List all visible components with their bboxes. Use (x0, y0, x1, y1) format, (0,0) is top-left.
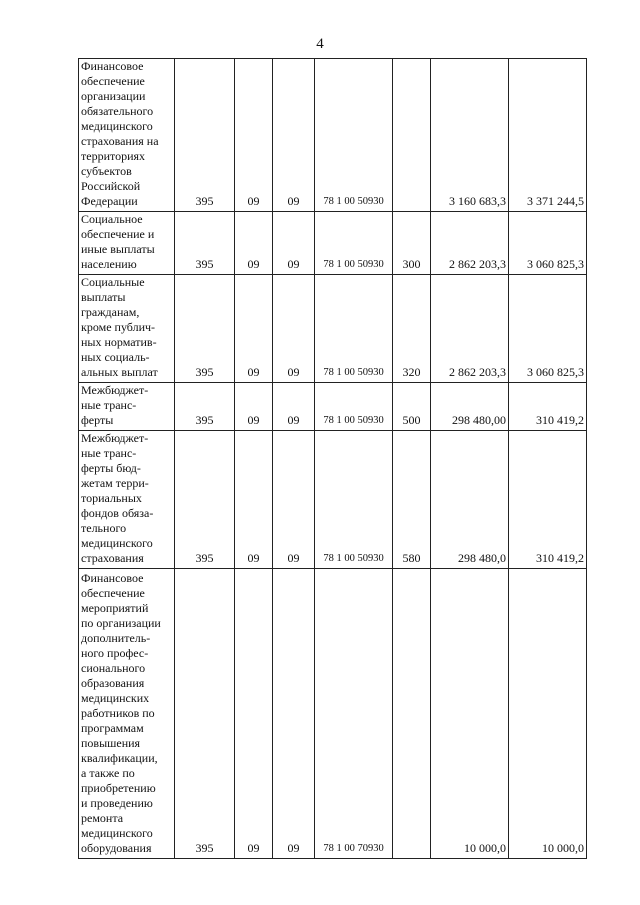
row-expense-type: 300 (393, 212, 431, 275)
row-grbs: 395 (175, 569, 235, 859)
row-sum-year1: 298 480,0 (431, 431, 509, 569)
row-subsection: 09 (273, 275, 315, 383)
row-subsection: 09 (273, 569, 315, 859)
row-expense-type (393, 569, 431, 859)
row-grbs: 395 (175, 212, 235, 275)
row-expense-type: 580 (393, 431, 431, 569)
table-row (79, 569, 587, 859)
row-sum-year1: 3 160 683,3 (431, 59, 509, 212)
row-expense-type: 320 (393, 275, 431, 383)
page-number: 4 (316, 36, 324, 52)
row-sum-year2: 10 000,0 (509, 569, 587, 859)
row-grbs: 395 (175, 431, 235, 569)
row-sum-year2: 310 419,2 (509, 431, 587, 569)
row-target-article: 78 1 00 70930 (315, 569, 393, 859)
row-name: Социальные выплаты гражданам, кроме публич- ных норматив- ных социаль- альных выплат (79, 275, 175, 383)
row-sum-year2: 3 371 244,5 (509, 59, 587, 212)
row-section: 09 (235, 59, 273, 212)
row-name: Социальное обеспечение и иные выплаты населению (79, 212, 175, 275)
table-row (79, 431, 587, 569)
row-section: 09 (235, 569, 273, 859)
row-sum-year2: 310 419,2 (509, 383, 587, 431)
row-sum-year1: 2 862 203,3 (431, 212, 509, 275)
row-grbs: 395 (175, 59, 235, 212)
row-subsection: 09 (273, 212, 315, 275)
table-row (79, 383, 587, 431)
row-subsection: 09 (273, 59, 315, 212)
table-row (79, 275, 587, 383)
row-sum-year2: 3 060 825,3 (509, 212, 587, 275)
row-target-article: 78 1 00 50930 (315, 431, 393, 569)
row-name: Финансовое обеспечение организации обязательного медицинского страхования на территориях субъектов Российской Федерации (79, 59, 175, 212)
row-section: 09 (235, 212, 273, 275)
row-subsection: 09 (273, 383, 315, 431)
row-expense-type: 500 (393, 383, 431, 431)
table-row (79, 59, 587, 212)
row-sum-year1: 10 000,0 (431, 569, 509, 859)
row-name: Финансовое обеспечение мероприятий по организации дополнитель- ного профес- сионального образования медицинских работников по программам повышения квалификации, а также по приобретению и проведению ремонта медицинского оборудования (79, 569, 175, 859)
row-grbs: 395 (175, 275, 235, 383)
row-target-article: 78 1 00 50930 (315, 275, 393, 383)
row-name: Межбюджет- ные транс- ферты бюд- жетам терри- ториальных фондов обяза- тельного медицинского страхования (79, 431, 175, 569)
row-section: 09 (235, 275, 273, 383)
row-grbs: 395 (175, 383, 235, 431)
row-sum-year2: 3 060 825,3 (509, 275, 587, 383)
table-row (79, 212, 587, 275)
row-target-article: 78 1 00 50930 (315, 383, 393, 431)
budget-table (78, 58, 587, 859)
row-section: 09 (235, 431, 273, 569)
row-target-article: 78 1 00 50930 (315, 212, 393, 275)
row-section: 09 (235, 383, 273, 431)
row-sum-year1: 2 862 203,3 (431, 275, 509, 383)
row-sum-year1: 298 480,00 (431, 383, 509, 431)
row-target-article: 78 1 00 50930 (315, 59, 393, 212)
row-expense-type (393, 59, 431, 212)
row-name: Межбюджет- ные транс- ферты (79, 383, 175, 431)
row-subsection: 09 (273, 431, 315, 569)
